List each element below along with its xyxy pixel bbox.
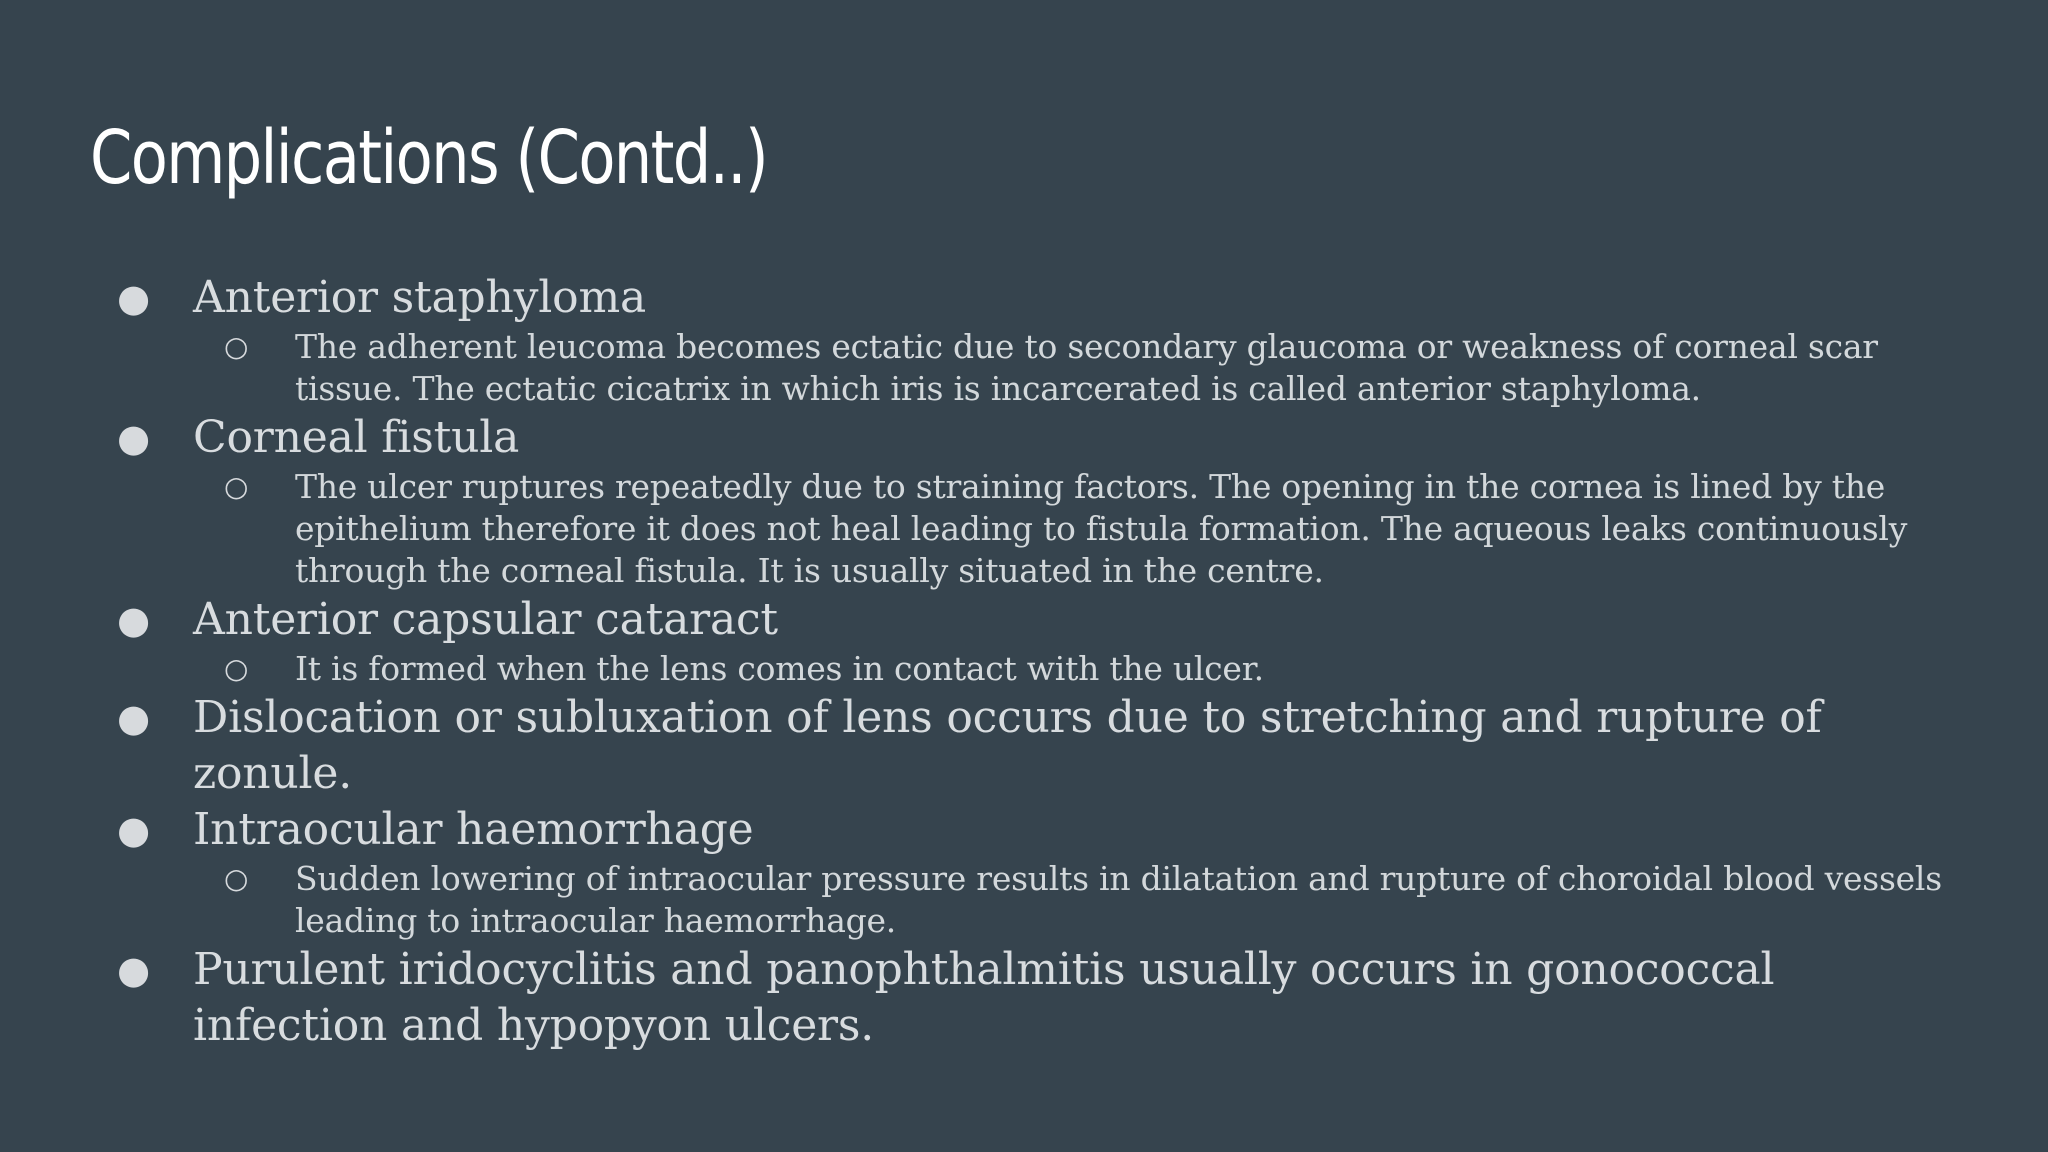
filled-bullet-icon: ● (117, 696, 151, 740)
filled-bullet-icon: ● (117, 598, 151, 642)
item-text: Anterior staphyloma (193, 272, 647, 323)
hollow-bullet-icon: ○ (224, 470, 249, 503)
sub-list-item (0, 858, 2048, 942)
sub-item-text: Sudden lowering of intraocular pressure results in dilatation and rupture of choroidal blood vessels leading to intraocular haemorrhage. (295, 859, 1942, 940)
slide-title: Complications (Contd..) (90, 115, 767, 201)
item-text: Purulent iridocyclitis and panophthalmitis usually occurs in gonococcal infection and hypopyon ulcers. (193, 944, 1775, 1051)
filled-bullet-icon: ● (117, 416, 151, 460)
sub-list-item (0, 466, 2048, 592)
list-item (0, 942, 2048, 1054)
list-item (0, 270, 2048, 326)
list-item (0, 690, 2048, 802)
sub-item-text: It is formed when the lens comes in contact with the ulcer. (295, 649, 1264, 688)
filled-bullet-icon: ● (117, 276, 151, 320)
sub-item-text: The ulcer ruptures repeatedly due to straining factors. The opening in the cornea is lined by the epithelium therefore it does not heal leading to fistula formation. The aqueous leaks continuously through the corneal fistula. It is usually situated in the centre. (295, 467, 1908, 590)
item-text: Intraocular haemorrhage (193, 804, 754, 855)
item-text: Dislocation or subluxation of lens occurs due to stretching and rupture of zonule. (193, 692, 1822, 799)
list-item (0, 410, 2048, 466)
bullet-list (0, 270, 2048, 1054)
list-item (0, 802, 2048, 858)
filled-bullet-icon: ● (117, 948, 151, 992)
sub-list-item (0, 648, 2048, 690)
sub-list-item (0, 326, 2048, 410)
hollow-bullet-icon: ○ (224, 862, 249, 895)
item-text: Corneal fistula (193, 412, 520, 463)
item-text: Anterior capsular cataract (193, 594, 778, 645)
hollow-bullet-icon: ○ (224, 652, 249, 685)
filled-bullet-icon: ● (117, 808, 151, 852)
list-item (0, 592, 2048, 648)
sub-item-text: The adherent leucoma becomes ectatic due to secondary glaucoma or weakness of corneal scar tissue. The ectatic cicatrix in which iris is incarcerated is called anterior staphyloma. (295, 327, 1878, 408)
hollow-bullet-icon: ○ (224, 330, 249, 363)
